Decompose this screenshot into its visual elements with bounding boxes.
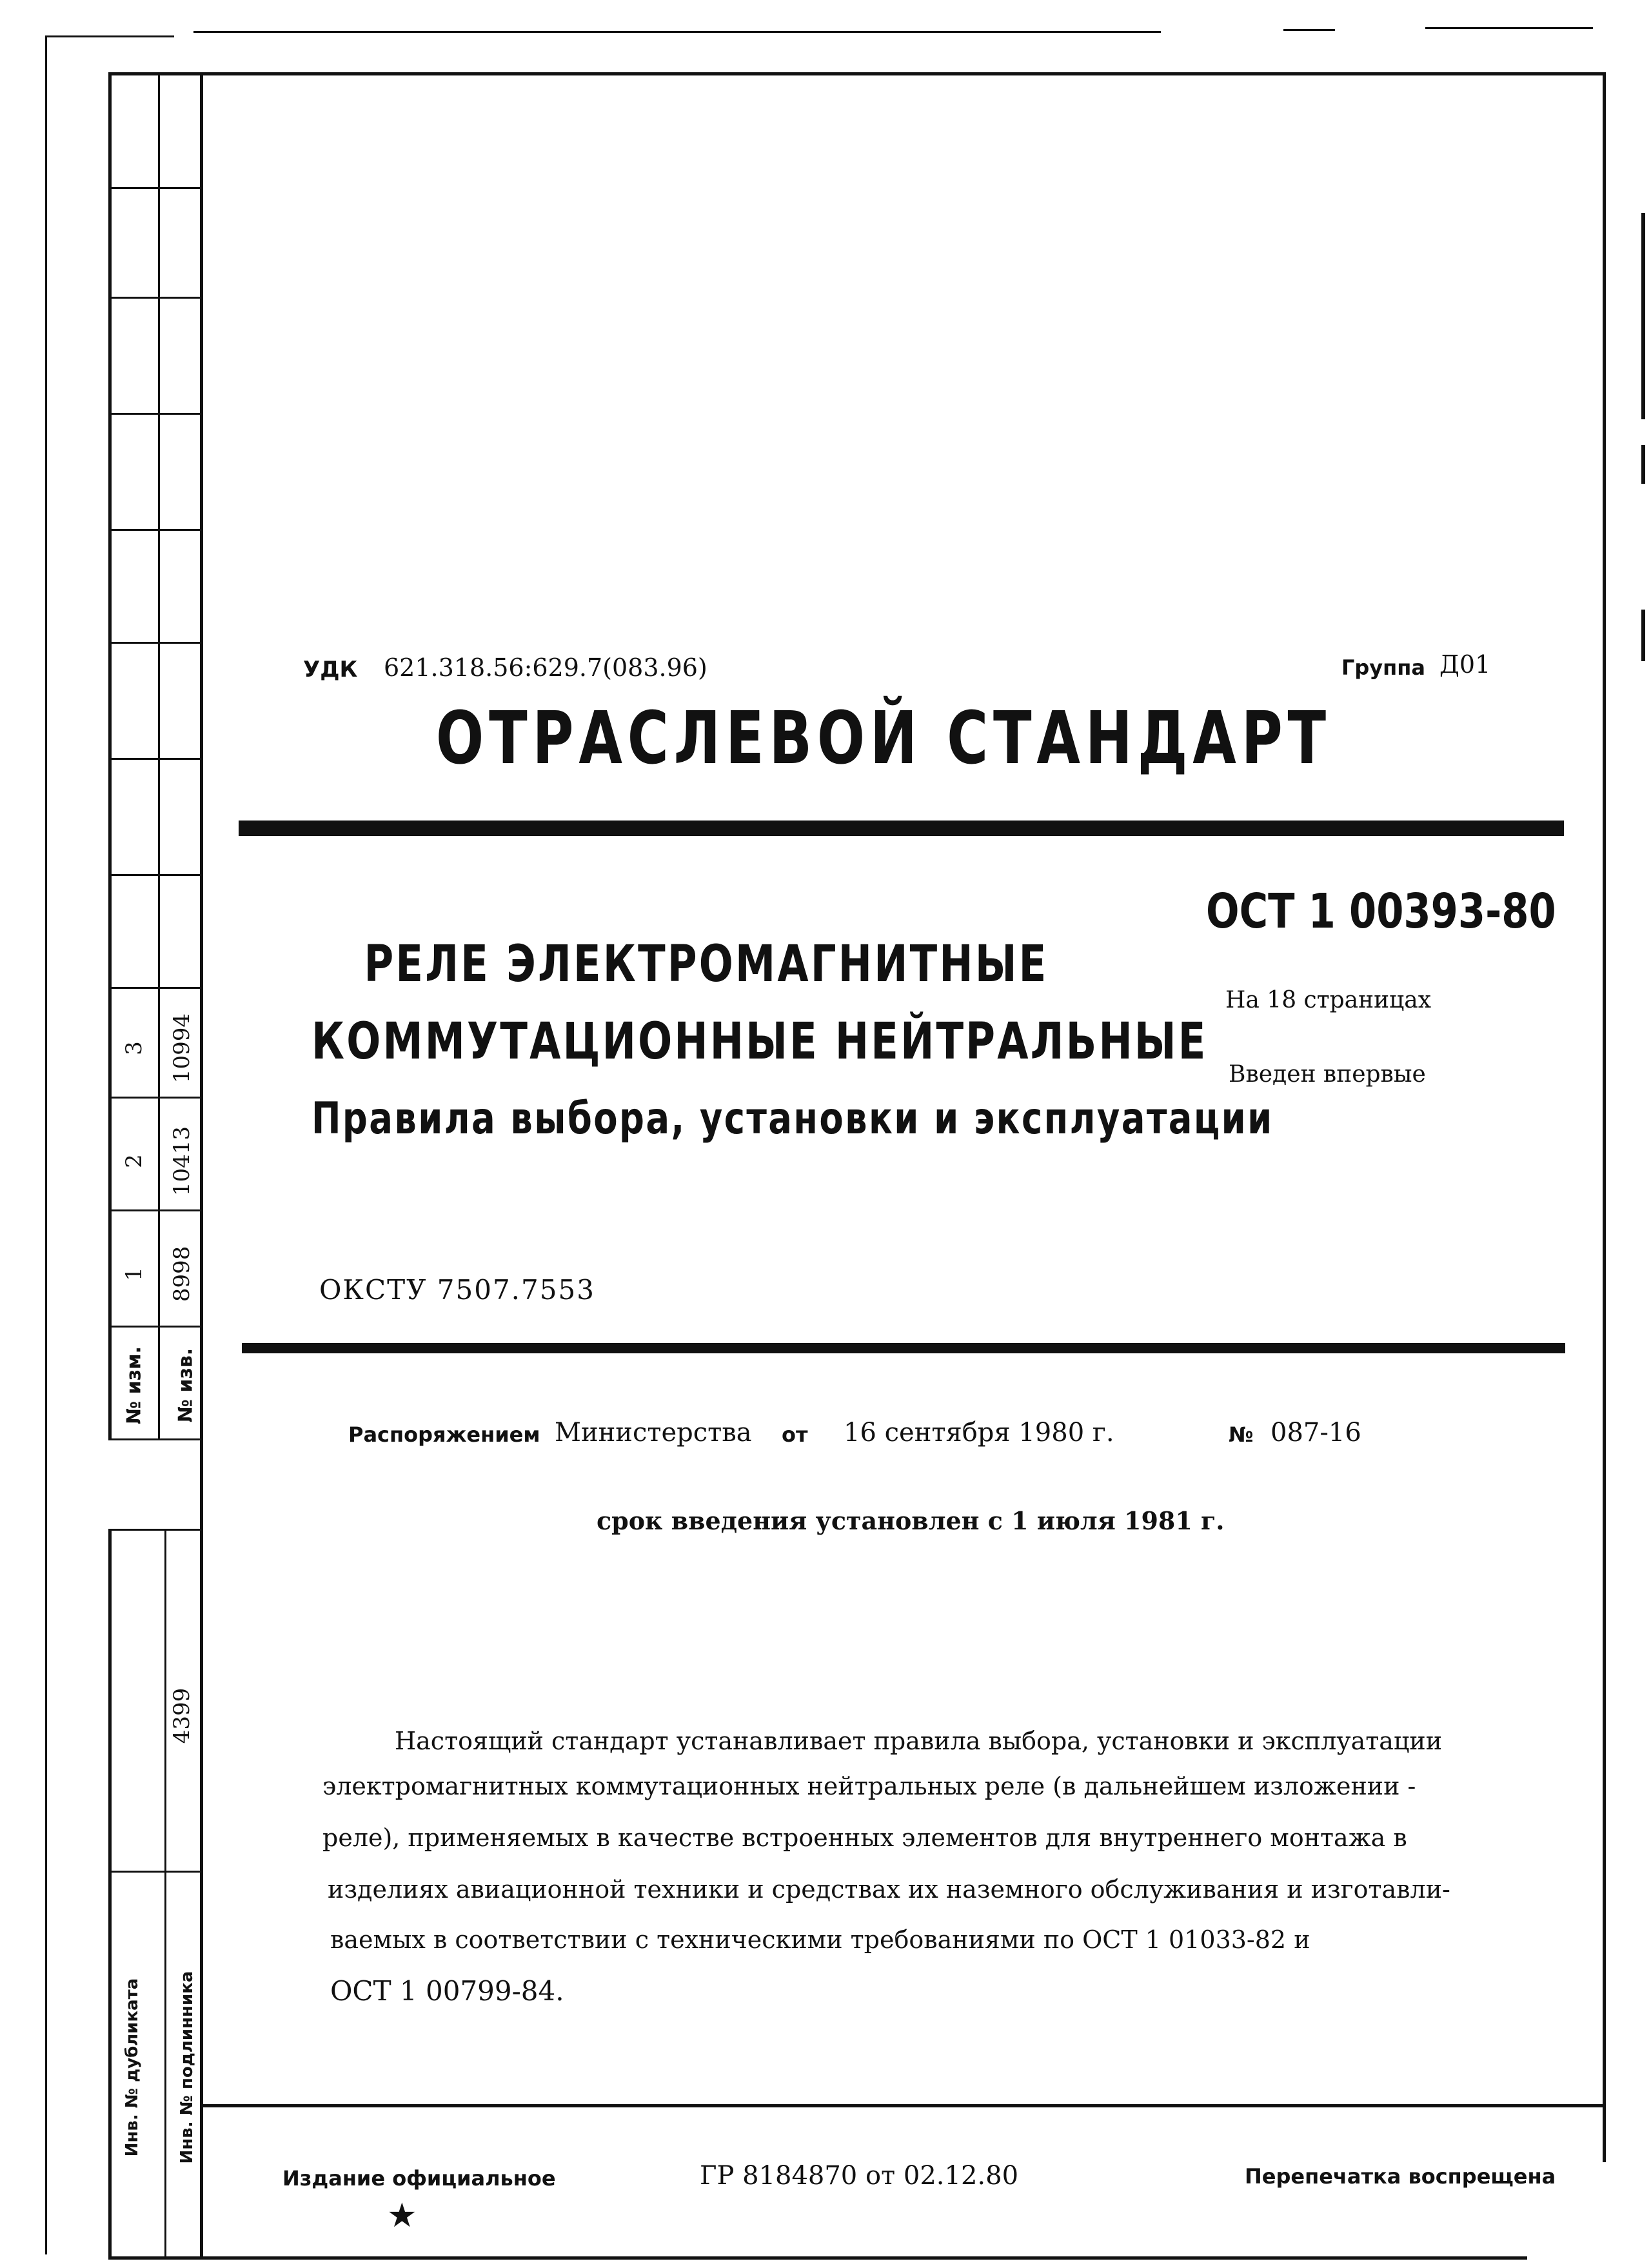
second-thick-rule bbox=[242, 1343, 1565, 1353]
side-row-line bbox=[108, 1097, 203, 1099]
body-line: реле), применяемых в качестве встроенных элементов для внутреннего монтажа в bbox=[322, 1824, 1407, 1852]
doc-title-line-3: Правила выбора, установки и эксплуатации bbox=[311, 1093, 1274, 1144]
side-row-line bbox=[108, 1871, 203, 1873]
body-line: ОСТ 1 00799-84. bbox=[330, 1975, 564, 2007]
change-number-label: № изм. bbox=[123, 1346, 146, 1424]
frame-side-outer-top bbox=[108, 72, 112, 1440]
title-thick-rule bbox=[239, 821, 1564, 836]
side-row-line bbox=[108, 297, 203, 299]
top-margin-line-2 bbox=[193, 31, 1161, 33]
side-row-line bbox=[108, 1529, 203, 1531]
group-label: Группа bbox=[1341, 655, 1425, 680]
frame-top bbox=[108, 72, 1606, 75]
term-text: срок введения установлен с 1 июля 1981 г. bbox=[597, 1506, 1225, 1535]
edge-mark bbox=[1641, 610, 1645, 661]
udk-value: 621.318.56:629.7(083.96) bbox=[384, 653, 707, 682]
side-row-line bbox=[108, 1326, 203, 1328]
frame-inner-left bbox=[200, 72, 203, 2259]
change-number: 2 bbox=[121, 1154, 147, 1168]
registration-number: ГР 8184870 от 02.12.80 bbox=[700, 2161, 1019, 2191]
introduced-note: Введен впервые bbox=[1229, 1061, 1426, 1088]
side-row-line bbox=[108, 413, 203, 415]
edge-mark bbox=[1641, 213, 1645, 419]
side-row-line bbox=[108, 874, 203, 876]
change-number: 1 bbox=[121, 1267, 147, 1281]
edge-mark bbox=[1641, 445, 1645, 484]
ministry-text: Министерства bbox=[555, 1418, 752, 1447]
frame-bottom bbox=[108, 2256, 1527, 2260]
body-line: электромагнитных коммутационных нейтральных реле (в дальнейшем изложении - bbox=[322, 1772, 1416, 1800]
edition-note: Издание официальное bbox=[282, 2166, 556, 2191]
notice-number: 8998 bbox=[169, 1246, 195, 1302]
side-row-line bbox=[108, 1438, 203, 1440]
side-row-line bbox=[108, 187, 203, 189]
page-title: ОТРАСЛЕВОЙ СТАНДАРТ bbox=[436, 697, 1331, 781]
okstu-code: ОКСТУ 7507.7553 bbox=[319, 1274, 595, 1306]
original-inventory-number: 4399 bbox=[169, 1687, 195, 1744]
frame-right bbox=[1603, 72, 1606, 2162]
order-label: Распоряжением bbox=[348, 1422, 540, 1447]
reprint-note: Перепечатка воспрещена bbox=[1245, 2164, 1556, 2189]
group-value: Д01 bbox=[1439, 650, 1491, 679]
doc-title-line-1: РЕЛЕ ЭЛЕКТРОМАГНИТНЫЕ bbox=[364, 935, 1049, 993]
side-row-line bbox=[108, 1209, 203, 1211]
top-margin-line bbox=[45, 35, 174, 37]
side-row-line bbox=[108, 529, 203, 531]
original-inventory-label: Инв. № подлинника bbox=[177, 1971, 197, 2164]
side-row-line bbox=[108, 642, 203, 644]
footer-separator bbox=[203, 2104, 1606, 2107]
side-row-line bbox=[108, 987, 203, 989]
notice-number: 10994 bbox=[169, 1013, 195, 1084]
order-number-sign: № bbox=[1229, 1422, 1254, 1447]
duplicate-inventory-label: Инв. № дубликата bbox=[123, 1978, 142, 2157]
standard-number: ОСТ 1 00393-80 bbox=[1206, 884, 1556, 939]
udk-label: УДК bbox=[303, 657, 358, 682]
body-line: Настоящий стандарт устанавливает правила выбора, установки и эксплуатации bbox=[395, 1727, 1443, 1755]
side-row-line bbox=[108, 758, 203, 760]
left-margin-line bbox=[45, 35, 47, 2254]
change-number: 3 bbox=[121, 1041, 147, 1055]
body-line: изделиях авиационной техники и средствах их наземного обслуживания и изготавли- bbox=[328, 1875, 1450, 1904]
top-margin-line-4 bbox=[1425, 27, 1593, 29]
order-date: 16 сентября 1980 г. bbox=[844, 1418, 1114, 1447]
doc-title-line-2: КОММУТАЦИОННЫЕ НЕЙТРАЛЬНЫЕ bbox=[311, 1013, 1208, 1071]
order-from: от bbox=[782, 1422, 808, 1447]
pages-count: На 18 страницах bbox=[1225, 987, 1432, 1013]
star-icon: ★ bbox=[387, 2196, 417, 2235]
frame-side-outer-bottom bbox=[108, 1529, 112, 2258]
frame-side-mid-bottom bbox=[164, 1529, 166, 2258]
notice-number-label: № изв. bbox=[174, 1348, 197, 1423]
frame-side-mid-top bbox=[158, 72, 160, 1440]
order-number: 087-16 bbox=[1270, 1418, 1361, 1447]
top-margin-line-3 bbox=[1283, 29, 1335, 31]
notice-number: 10413 bbox=[169, 1126, 195, 1197]
body-line: ваемых в соответствии с техническими требованиями по ОСТ 1 01033-82 и bbox=[330, 1925, 1310, 1954]
